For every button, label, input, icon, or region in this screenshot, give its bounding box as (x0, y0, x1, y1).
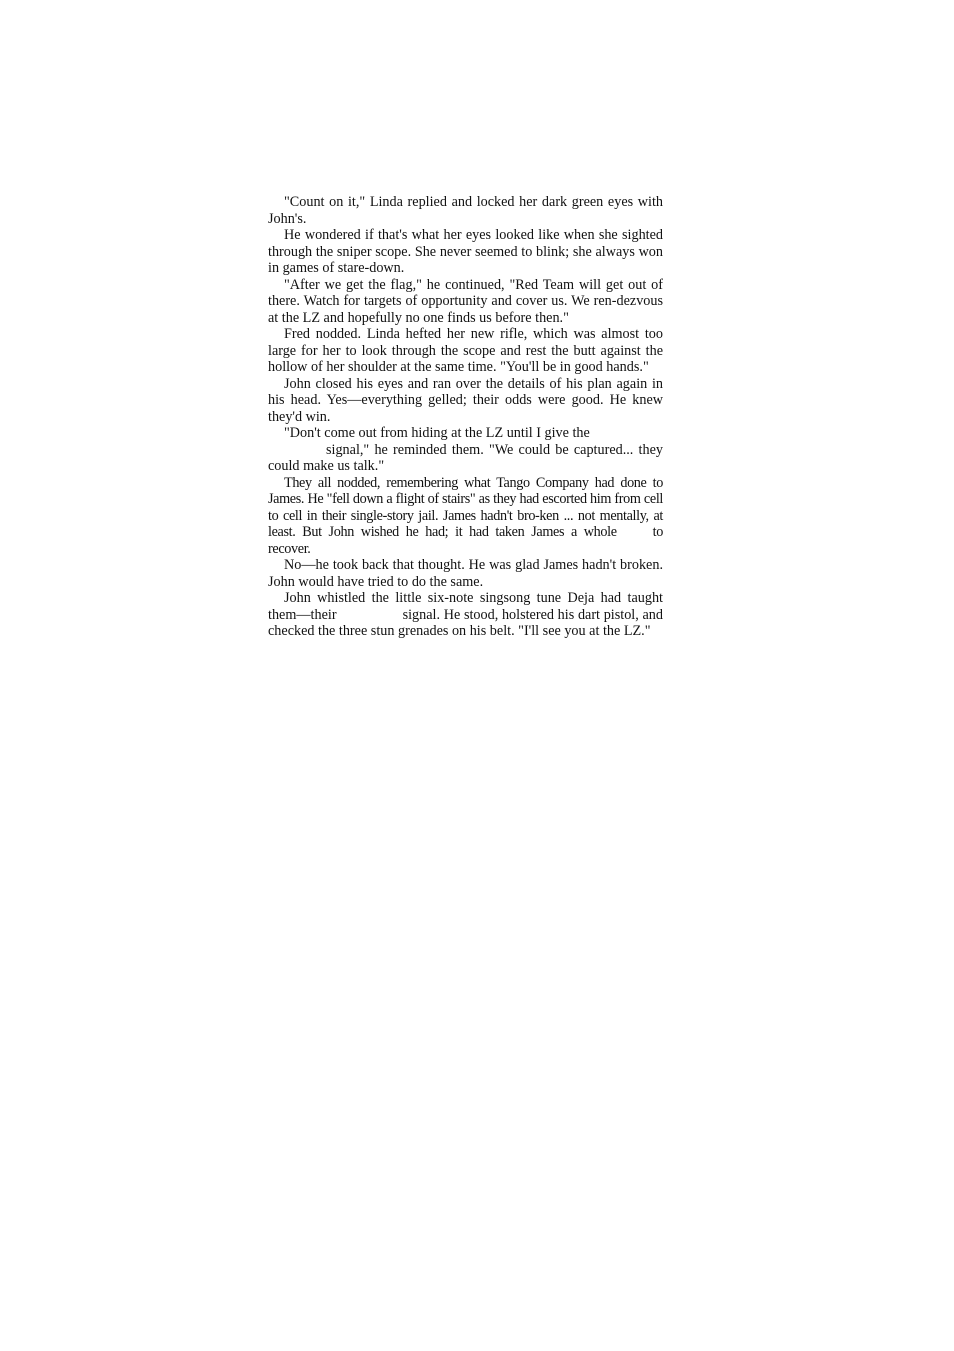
paragraph-4 (268, 326, 663, 376)
text-block (268, 194, 663, 640)
paragraph-6 (268, 425, 663, 475)
paragraph-text: John closed his eyes and ran over the details of his plan again in his head. Yes—everything gelled; their odds were good. He knew they'd win. (268, 375, 663, 425)
paragraph-text: to recover. (268, 524, 663, 557)
paragraph-2 (268, 227, 663, 277)
paragraph-8 (268, 557, 663, 590)
paragraph-5 (268, 376, 663, 426)
paragraph-7 (268, 475, 663, 558)
paragraph-text: John whistled the little six-note singsong tune Deja had taught them—their (268, 590, 663, 623)
paragraph-9 (268, 590, 663, 640)
paragraph-text: "After we get the flag," he continued, "Red Team will get out of there. Watch for targets of opportunity and cover us. We ren-dezvous at the LZ and hopefully no one finds us before then." (268, 276, 663, 326)
paragraph-text: He wondered if that's what her eyes looked like when she sighted through the sniper scope. She never seemed to blink; she always won in games of stare-down. (268, 227, 663, 276)
paragraph-text: No—he took back that thought. He was glad James hadn't broken. John would have tried to do the same. (268, 557, 663, 590)
paragraph-text: They all nodded, remembering what Tango Company had done to James. He "fell down a flight of stairs" as they had escorted him from cell to cell in their single-story jail. James hadn't bro-ken ... not mentally, at least. But John wished he had; it had taken James a whole (268, 474, 663, 540)
paragraph-text: "Don't come out from hiding at the LZ until I give the (284, 425, 590, 441)
paragraph-3 (268, 277, 663, 327)
paragraph-text: signal. He stood, holstered his dart pistol, and checked the three stun grenades on his belt. "I'll see you at the LZ." (268, 606, 663, 639)
paragraph-text: signal," he reminded them. "We could be captured... they could make us talk." (268, 441, 663, 474)
paragraph-text: Fred nodded. Linda hefted her new rifle, which was almost too large for her to look through the scope and rest the butt against the hollow of her shoulder at the same time. "You'll be in good hands." (268, 326, 663, 375)
paragraph-text: "Count on it," Linda replied and locked her dark green eyes with John's. (268, 194, 663, 227)
paragraph-1 (268, 194, 663, 227)
